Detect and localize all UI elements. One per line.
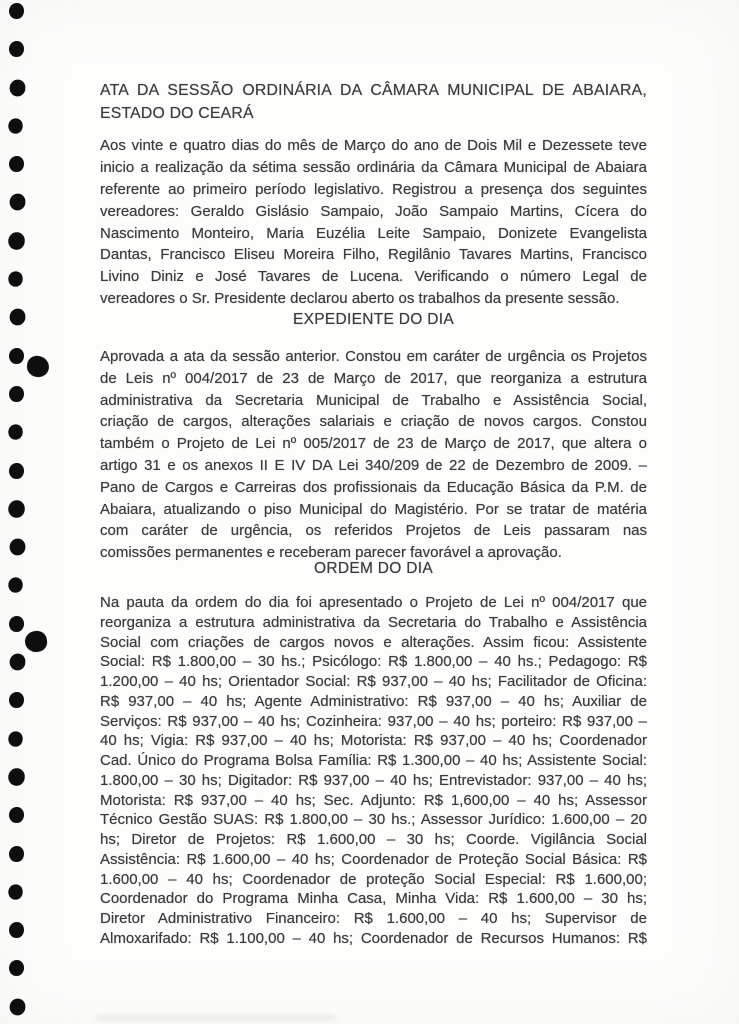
- paragraph-line: vereadores: Geraldo Gislásio Sampaio, João Sampaio Martins, Cícera do: [100, 202, 647, 220]
- binding-hole: [9, 807, 24, 823]
- title-line: ATA DA SESSÃO ORDINÁRIA DA CÂMARA MUNICIPAL DE ABAIARA,: [100, 82, 647, 99]
- binding-hole: [9, 348, 24, 364]
- ink-blot-lower: [24, 630, 48, 653]
- paragraph-line: Assistência: R$ 1.600,00 – 40 hs; Coordenador de Proteção Social Básica: R$: [100, 850, 647, 868]
- paragraph-line: Social com criações de cargos novos e alterações. Assim ficou: Assistente: [100, 633, 647, 651]
- paragraph-line: 1.600,00 – 40 hs; Coordenador de proteção Social Especial: R$ 1.600,00;: [100, 870, 647, 888]
- document-title: [100, 79, 647, 126]
- binding-hole: [8, 118, 22, 133]
- binding-hole: [8, 500, 25, 518]
- paragraph-line: Cad. Único do Programa Bolsa Família: R$ 1.300,00 – 40 hs; Assistente Social:: [100, 752, 647, 769]
- binding-hole: [9, 41, 24, 57]
- binding-hole: [9, 654, 25, 671]
- binding-hole: [8, 884, 22, 899]
- expediente-paragraph: [100, 346, 647, 564]
- binding-hole: [8, 425, 22, 440]
- binding-hole: [9, 3, 24, 19]
- binding-hole: [8, 768, 25, 786]
- paragraph-line: 40 hs; Vigia: R$ 937,00 – 40 hs; Motorista: R$ 937,00 – 40 hs; Coordenador: [100, 732, 647, 750]
- section-heading-expediente: EXPEDIENTE DO DIA: [293, 311, 454, 328]
- binding-hole: [9, 616, 24, 632]
- binding-hole: [8, 232, 25, 250]
- paragraph-line: reorganiza a estrutura administrativa da Secretaria do Trabalho e Assistência: [100, 613, 647, 631]
- section-heading-ordem: ORDEM DO DIA: [314, 560, 433, 577]
- binding-hole: [9, 309, 25, 326]
- binding-hole: [8, 271, 22, 286]
- bottom-scan-smudge: [95, 1015, 335, 1021]
- paragraph-line: Abaiara, atualizando o piso Municipal do Magistério. Por se tratar de matéria: [100, 500, 647, 518]
- paragraph-line: 1.800,00 – 30 hs; Digitador: R$ 937,00 – 40 hs; Entrevistador: 937,00 – 40 hs;: [100, 771, 647, 789]
- paragraph-line: também o Projeto de Lei nº 005/2017 de 23 de Março de 2017, que altera o: [100, 435, 647, 453]
- paragraph-line: inicio a realização da sétima sessão ordinária da Câmara Municipal de Abaiara: [100, 158, 647, 176]
- opening-paragraph: [100, 135, 647, 310]
- binding-hole: [9, 922, 24, 938]
- paragraph-line: referente ao primeiro período legislativo. Registrou a presença dos seguintes: [100, 180, 647, 198]
- paragraph-line: Serviços: R$ 937,00 – 40 hs; Cozinheira: 937,00 – 40 hs; porteiro: R$ 937,00 –: [100, 712, 647, 730]
- binding-hole: [9, 539, 25, 556]
- binding-hole: [8, 731, 22, 746]
- paragraph-line: comissões permanentes e receberam parecer favorável a aprovação.: [100, 544, 562, 562]
- binding-hole: [9, 998, 25, 1015]
- paragraph-line: administrativa da Secretaria Municipal de Trabalho e Assistência Social,: [100, 391, 647, 409]
- paragraph-line: Social: R$ 1.800,00 – 30 hs.; Psicólogo: R$ 1.800,00 – 40 hs.; Pedagogo: R$: [100, 653, 647, 671]
- binding-hole: [9, 960, 24, 976]
- paragraph-line: Técnico Gestão SUAS: R$ 1.800,00 – 30 hs.; Assessor Jurídico: 1.600,00 – 20: [100, 811, 647, 829]
- paragraph-line: de Leis nº 004/2017 de 23 de Março de 2017, que reorganiza a estrutura: [100, 369, 647, 387]
- paragraph-line: com caráter de urgência, os referidos Projetos de Leis passaram nas: [100, 522, 647, 540]
- binding-hole: [8, 578, 22, 593]
- binding-hole: [9, 463, 24, 479]
- paragraph-line: 1.200,00 – 40 hs; Orientador Social: R$ 937,00 – 40 hs; Facilitador de Oficina:: [100, 673, 647, 690]
- binding-hole: [9, 156, 24, 172]
- ink-blot-upper: [26, 355, 51, 379]
- paragraph-line: Nascimento Monteiro, Maria Euzélia Leite Sampaio, Donizete Evangelista: [100, 224, 647, 242]
- paragraph-line: Diretor Administrativo Financeiro: R$ 1.600,00 – 40 hs; Supervisor de: [100, 910, 647, 927]
- paragraph-line: R$ 937,00 – 40 hs; Agente Administrativo: R$ 937,00 – 40 hs; Auxiliar de: [100, 692, 647, 710]
- binding-hole: [9, 79, 25, 96]
- title-line: ESTADO DO CEARÁ: [100, 105, 254, 123]
- paragraph-line: Aprovada a ata da sessão anterior. Constou em caráter de urgência os Projetos: [100, 348, 647, 365]
- binding-holes-column: [7, 3, 25, 1024]
- paragraph-line: Motorista: R$ 937,00 – 40 hs; Sec. Adjunto: R$ 1,600,00 – 40 hs; Assessor: [100, 791, 647, 809]
- paragraph-line: vereadores o Sr. Presidente declarou aberto os trabalhos da presente sessão.: [100, 290, 620, 308]
- binding-hole: [9, 692, 24, 708]
- paragraph-line: Aos vinte e quatro dias do mês de Março do ano de Dois Mil e Dezessete teve: [100, 137, 647, 154]
- paragraph-line: artigo 31 e os anexos II E IV DA Lei 340/209 de 22 de Dezembro de 2009. –: [100, 456, 647, 474]
- paragraph-line: Pano de Cargos e Carreiras dos profissionais da Educação Básica da P.M. de: [100, 478, 647, 496]
- paragraph-line: Livino Diniz e José Tavares de Lucena. Verificando o número Legal de: [100, 268, 647, 286]
- binding-hole: [9, 194, 25, 211]
- binding-hole: [9, 846, 24, 862]
- paragraph-line: Coordenador do Programa Minha Casa, Minha Vida: R$ 1.600,00 – 30 hs;: [100, 890, 647, 908]
- binding-hole: [9, 386, 24, 402]
- paragraph-line: Dantas, Francisco Eliseu Moreira Filho, Regilânio Tavares Martins, Francisco: [100, 246, 647, 264]
- paragraph-line: criação de cargos, alterações salariais e criação de novos cargos. Constou: [100, 413, 647, 431]
- ordem-paragraph: [100, 593, 647, 949]
- paragraph-line: Na pauta da ordem do dia foi apresentado o Projeto de Lei nº 004/2017 que: [100, 594, 647, 611]
- paragraph-line: Almoxarifado: R$ 1.100,00 – 40 hs; Coordenador de Recursos Humanos: R$: [100, 929, 647, 947]
- paragraph-line: hs; Diretor de Projetos: R$ 1.600,00 – 30 hs; Coorde. Vigilância Social: [100, 831, 647, 848]
